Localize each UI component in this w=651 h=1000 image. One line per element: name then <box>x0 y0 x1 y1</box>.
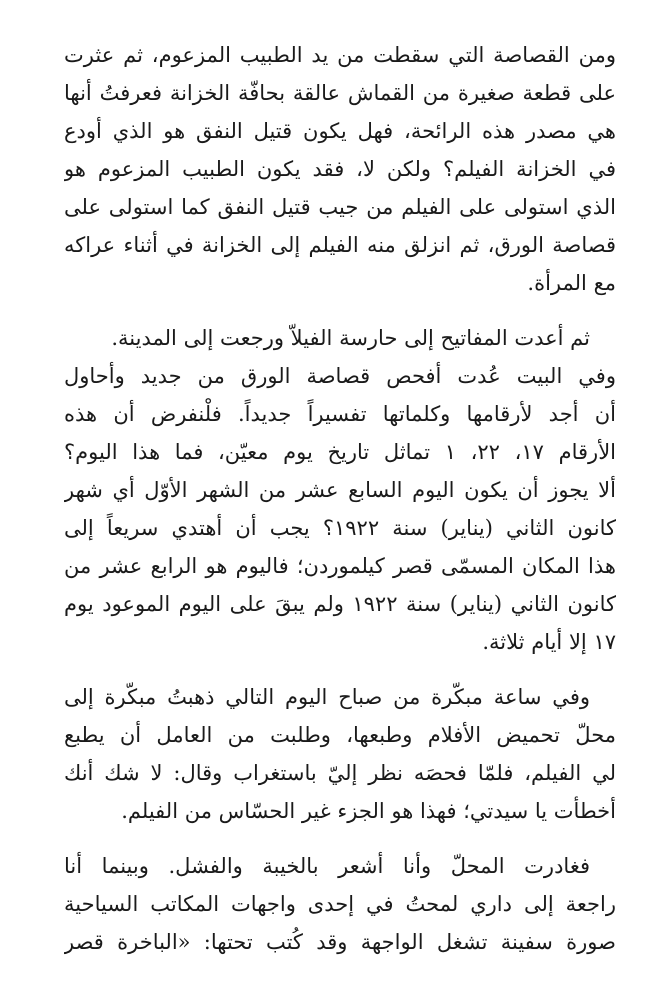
text-line: قصاصة الورق، ثم انزلق منه الفيلم إلى الخزانة في أثناء عراكه <box>64 233 616 257</box>
paragraph-4 <box>64 847 616 961</box>
text-line: كانون الثاني (يناير) سنة ١٩٢٢ ولم يبقَ على اليوم الموعود يوم <box>64 592 616 616</box>
text-line: لي الفيلم، فلمّا فحصَه نظر إليّ باستغراب وقال: لا شك أنك <box>64 761 616 785</box>
book-page <box>64 36 616 961</box>
text-line: على قطعة صغيرة من القماش عالقة بحافّة الخزانة فعرفتُ أنها <box>64 81 616 105</box>
text-line: هي مصدر هذه الرائحة، فهل يكون قتيل النفق هو الذي أودع <box>64 119 616 143</box>
text-line: ثم أعدت المفاتيح إلى حارسة الفيلاّ ورجعت إلى المدينة. <box>111 326 590 350</box>
text-line: في الخزانة الفيلم؟ ولكن لا، فقد يكون الطبيب المزعوم هو <box>64 157 616 181</box>
text-line: ١٧ إلا أيام ثلاثة. <box>482 630 616 654</box>
text-line: الذي استولى على الفيلم من جيب قتيل النفق كما استولى على <box>64 195 616 219</box>
paragraph-3 <box>64 678 616 830</box>
text-line: هذا المكان المسمّى قصر كيلموردن؛ فاليوم هو الرابع عشر من <box>64 554 616 578</box>
text-line: راجعة إلى داري لمحتُ في إحدى واجهات المكاتب السياحية <box>64 892 616 916</box>
text-line: ومن القصاصة التي سقطت من يد الطبيب المزعوم، ثم عثرت <box>64 43 616 67</box>
text-line: كانون الثاني (يناير) سنة ١٩٢٢؟ يجب أن أهتدي سريعاً إلى <box>64 516 616 540</box>
text-line: أن أجد لأرقامها وكلماتها تفسيراً جديداً. فلْنفرض أن هذه <box>64 402 616 426</box>
text-line: وفي ساعة مبكّرة من صباح اليوم التالي ذهبتُ مبكّرة إلى <box>64 685 590 709</box>
text-line: أخطأت يا سيدتي؛ فهذا هو الجزء غير الحسّاس من الفيلم. <box>121 799 616 823</box>
text-line: فغادرت المحلّ وأنا أشعر بالخيبة والفشل. وبينما أنا <box>64 854 590 878</box>
text-line: الأرقام ١٧، ٢٢، ١ تماثل تاريخ يوم معيّن، فما هذا اليوم؟ <box>64 440 616 464</box>
text-line: محلّ تحميض الأفلام وطبعها، وطلبت من العامل أن يطبع <box>64 723 616 747</box>
text-line: وفي البيت عُدت أفحص قصاصة الورق من جديد وأحاول <box>64 364 616 388</box>
text-line: صورة سفينة تشغل الواجهة وقد كُتب تحتها: «الباخرة قصر <box>64 930 616 954</box>
text-line: مع المرأة. <box>527 271 616 295</box>
paragraph-2 <box>64 319 616 661</box>
text-line: ألا يجوز أن يكون اليوم السابع عشر من الشهر الأوّل أي شهر <box>64 478 616 502</box>
paragraph-1 <box>64 36 616 302</box>
